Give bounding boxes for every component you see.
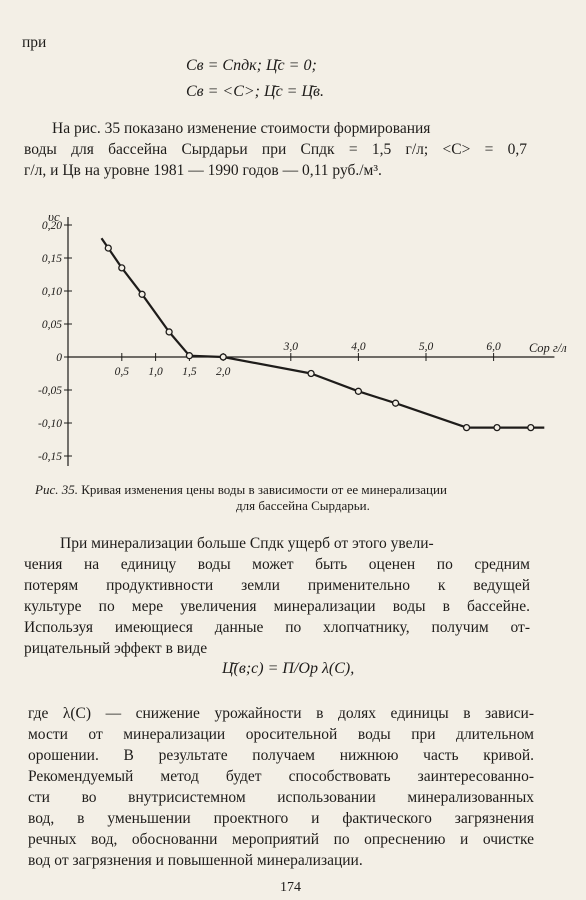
data-point	[464, 425, 470, 431]
data-point	[119, 265, 125, 271]
para3-line-6: вод, в уменьшении проектного и фактического загрязнения	[28, 810, 534, 827]
para2-line-1: При минерализации больше Cпдк ущерб от этого увели-	[60, 535, 434, 552]
data-point	[355, 388, 361, 394]
x-tick-label: 1,5	[182, 366, 197, 378]
x-tick-label: 0,5	[114, 366, 129, 378]
page-number: 174	[280, 880, 301, 895]
caption-line-2: для бассейна Сырдарьи.	[236, 498, 370, 513]
intro-line-3: г/л, и Цв на уровне 1981 — 1990 годов — 0,11 руб./м³.	[24, 162, 382, 179]
caption-label: Рис. 35.	[35, 482, 78, 497]
para3-line-2: мости от минерализации оросительной воды при длительном	[28, 726, 534, 743]
para3-line-8: вод от загрязнения и повышенной минерализации.	[28, 852, 363, 869]
loss-equation: Ц̄(в;с) = П/Oр λ(C),	[222, 660, 355, 677]
intro-line-2: воды для бассейна Сырдарьи при Cпдк = 1,5 г/л; <C> = 0,7	[24, 141, 527, 158]
caption-line-1: Кривая изменения цены воды в зависимости от ее минерализации	[81, 482, 447, 497]
y-tick-label: 0,20	[41, 220, 62, 232]
data-point	[166, 329, 172, 335]
data-point	[528, 425, 534, 431]
equation-line-2: Cв = <C>; Ц̄с = Ц̄в.	[186, 83, 324, 100]
x-tick-label: 6,0	[486, 341, 501, 353]
data-point	[393, 400, 399, 406]
y-tick-label: -0,05	[38, 385, 62, 397]
data-point	[494, 425, 500, 431]
x-tick-label: 1,0	[148, 366, 163, 378]
x-tick-label: 2,0	[216, 366, 231, 378]
y-tick-label: 0,15	[41, 253, 62, 265]
y-tick-label: -0,10	[38, 418, 62, 430]
para2-line-2: чения на единицу воды может быть оценен по средним	[24, 556, 530, 573]
data-point	[308, 371, 314, 377]
y-tick-label: -0,15	[38, 451, 62, 463]
y-axis-label: υc	[48, 209, 60, 224]
para3-line-1: где λ(C) — снижение урожайности в долях единицы в зависи-	[28, 705, 534, 722]
y-tick-label: 0	[56, 352, 62, 364]
para3-line-7: речных вод, обоснованни мероприятий по опреснению и очистке	[28, 831, 534, 848]
x-tick-label: 4,0	[351, 341, 366, 353]
para3-line-3: орошении. В результате получаем нижнюю часть кривой.	[28, 747, 534, 764]
para2-line-6: рицательный эффект в виде	[24, 640, 208, 657]
chart-ticks	[38, 220, 501, 463]
para2-line-4: культуре по мере увеличения минерализации воды в бассейне.	[24, 598, 530, 615]
intro-line-1: На рис. 35 показано изменение стоимости формирования	[52, 120, 431, 137]
x-tick-label: 3,0	[283, 341, 298, 353]
x-tick-label: 5,0	[418, 341, 434, 353]
data-point	[220, 354, 226, 360]
para3-line-5: сти во внутрисистемном использовании минерализованных	[28, 789, 534, 806]
para2-line-3: потерям продуктивности земли применительно к ведущей	[24, 577, 530, 594]
figure-35-chart	[0, 190, 586, 480]
data-point	[105, 245, 111, 251]
para2-line-5: Используя имеющиеся данные по хлопчатнику, получим от-	[24, 619, 530, 636]
y-tick-label: 0,05	[41, 319, 62, 331]
chart-series	[102, 238, 545, 430]
para3-line-4: Рекомендуемый метод будет способствовать заинтересованно-	[28, 768, 534, 785]
x-axis-label: Cор г/л	[528, 341, 567, 355]
equation-line-1: Cв = Cпдк; Ц̄с = 0;	[186, 57, 317, 74]
data-point	[186, 353, 192, 359]
y-tick-label: 0,10	[41, 286, 62, 298]
top-word: при	[22, 34, 47, 51]
data-point	[139, 291, 145, 297]
